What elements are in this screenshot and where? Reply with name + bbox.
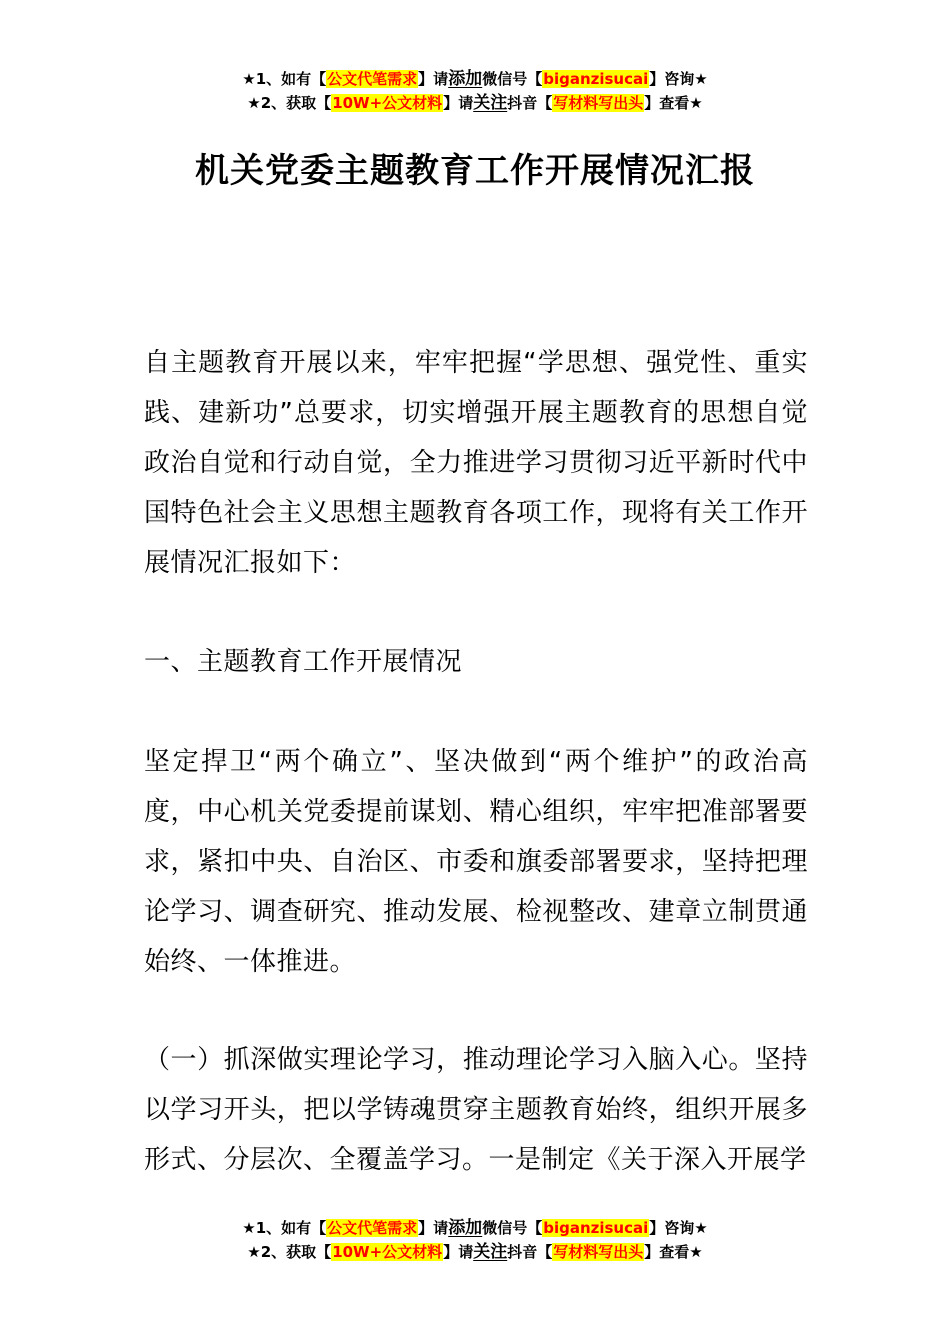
promo-text: 抖音【 [507, 1243, 553, 1261]
promo-banner-bottom [0, 1216, 950, 1264]
promo-highlight: 公文代笔需求 [327, 1219, 418, 1237]
promo-text: 】请 [418, 1219, 449, 1237]
section-heading: 一、主题教育工作开展情况 [144, 647, 463, 677]
promo-highlight: biganzisucai [543, 70, 649, 88]
body-paragraph: （一）抓深做实理论学习，推动理论学习入脑入心。坚持以学习开头，把以学铸魂贯穿主题教育始终，组织开展多形式、分层次、全覆盖学习。一是制定《关于深入开展学 [144, 1045, 808, 1175]
promo-text: 微信号【 [482, 70, 543, 88]
promo-text: 】请 [443, 94, 474, 112]
promo-banner-top [0, 67, 950, 115]
promo-text: 】查看★ [644, 94, 703, 112]
document-title: 机关党委主题教育工作开展情况汇报 [195, 151, 755, 191]
promo-highlight: 公文代笔需求 [327, 70, 418, 88]
promo-line-2 [0, 91, 950, 115]
promo-text: 抖音【 [507, 94, 553, 112]
body-paragraph: 自主题教育开展以来，牢牢把握“学思想、强党性、重实践、建新功”总要求，切实增强开展主题教育的思想自觉政治自觉和行动自觉，全力推进学习贯彻习近平新时代中国特色社会主义思想主题教育各项工作，现将有关工作开展情况汇报如下： [144, 348, 808, 578]
body-paragraph: 坚定捍卫“两个确立”、坚决做到“两个维护”的政治高度，中心机关党委提前谋划、精心组织，牢牢把准部署要求，紧扣中央、自治区、市委和旗委部署要求，坚持把理论学习、调查研究、推动发展、检视整改、建章立制贯通始终、一体推进。 [144, 747, 808, 977]
promo-highlight: 10W+公文材料 [332, 1243, 443, 1261]
promo-text: ★2、获取【 [247, 94, 332, 112]
promo-emphasis: 添加 [448, 69, 483, 89]
promo-text: 】咨询★ [649, 70, 708, 88]
promo-line-1 [0, 1216, 950, 1240]
promo-emphasis: 关注 [473, 93, 508, 113]
promo-text: 】咨询★ [649, 1219, 708, 1237]
promo-highlight: 10W+公文材料 [332, 94, 443, 112]
promo-text: ★1、如有【 [242, 70, 327, 88]
promo-highlight: 写材料写出头 [553, 1243, 644, 1261]
promo-highlight: 写材料写出头 [553, 94, 644, 112]
promo-emphasis: 添加 [448, 1218, 483, 1238]
promo-text: 】查看★ [644, 1243, 703, 1261]
promo-text: 微信号【 [482, 1219, 543, 1237]
promo-text: 】请 [443, 1243, 474, 1261]
promo-text: ★2、获取【 [247, 1243, 332, 1261]
promo-emphasis: 关注 [473, 1242, 508, 1262]
promo-text: 】请 [418, 70, 449, 88]
promo-text: ★1、如有【 [242, 1219, 327, 1237]
promo-line-2 [0, 1240, 950, 1264]
promo-line-1 [0, 67, 950, 91]
promo-highlight: biganzisucai [543, 1219, 649, 1237]
